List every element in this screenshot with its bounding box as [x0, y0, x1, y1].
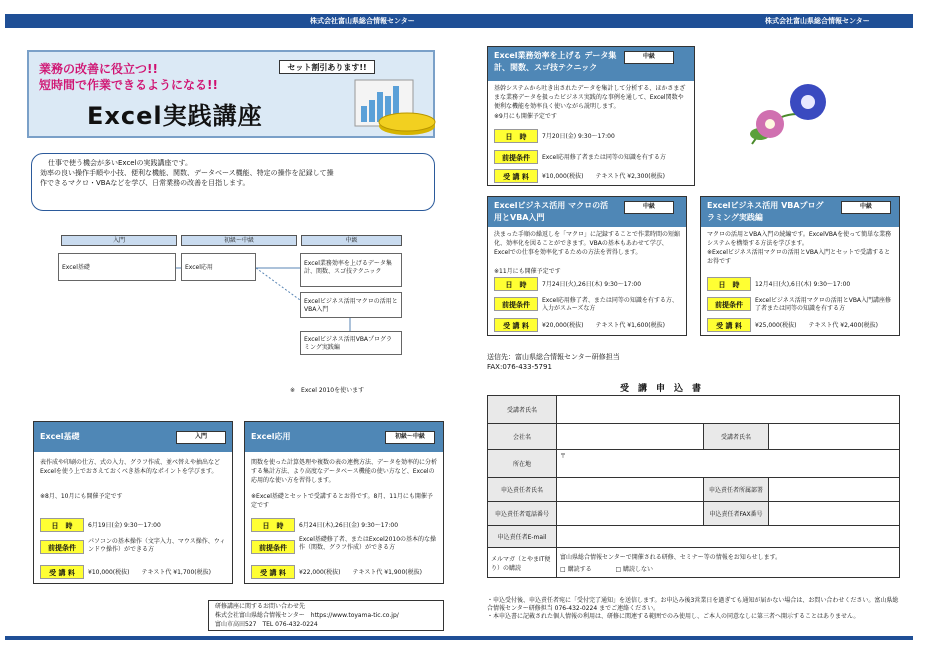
- course-desc: 決まった手順の繰返しを「マクロ」に記録することで作業時間の短縮化、効率化を図ることができます。VBAの基本もあわせて学び、Excelでの仕事を効率化するための方法を習得します。: [494, 231, 681, 256]
- course-title: Excelビジネス活用 VBAプログラミング実践編: [701, 197, 899, 227]
- form-input-resp-mail[interactable]: [557, 526, 900, 548]
- course-date: 6月24日(木),26日(金) 9:30～17:00: [299, 522, 399, 529]
- course-title: Excelビジネス活用 マクロの活用とVBA入門: [488, 197, 686, 227]
- level-badge: 入門: [176, 431, 226, 444]
- course-desc: 基幹システムから吐き出されたデータを集計して分析する、ほかさまざまな業務データを扱ったビジネス実践的な事例を通して、Excel関数や便利な機能を効率良く使いながら説明します。: [494, 85, 686, 110]
- form-input-resp-fax[interactable]: [769, 502, 900, 526]
- send-to-line1: 送信先：富山県総合情報センター研修担当: [487, 353, 620, 361]
- course-title: Excel基礎: [34, 422, 232, 452]
- prereq-label: 前提条件: [40, 540, 84, 554]
- course-note: ※Excelビジネス活用マクロの活用とVBA入門とセットで受講するとお得です: [707, 249, 891, 265]
- set-discount-badge: セット割引あります!!: [279, 60, 375, 74]
- form-note-1: ・申込受付後、申込責任者宛に「受付完了通知」を送信します。お申込み後3営業日を過ぎても通知が届かない場合は、お問い合わせください。富山県総合情報センター研修担当 076-432-0224 までご連絡ください。: [487, 597, 899, 612]
- form-label-name: 受講者氏名: [488, 396, 557, 424]
- course-note: ※9月にも開催予定です: [494, 113, 557, 120]
- fee-label: 受 講 料: [494, 318, 538, 332]
- course-desc: マクロの活用とVBA入門の続編です。ExcelVBAを使って簡単な業務システムを構築する方法を学びます。: [707, 231, 892, 247]
- form-input-resp-name[interactable]: [557, 478, 704, 502]
- fee-label: 受 講 料: [707, 318, 751, 332]
- contact-line2: 株式会社富山県総合情報センター https://www.toyama-tic.co.jp/: [215, 612, 399, 619]
- course-note: ※11月にも開催予定です: [494, 268, 561, 275]
- form-label-resp-dept: 申込責任者所属部署: [704, 478, 769, 502]
- mailmag-text: 富山県総合情報センターで開催される研修、セミナー等の情報をお知らせします。: [560, 554, 782, 561]
- banner-title: Excel実践講座: [87, 102, 263, 130]
- send-to-info: [487, 352, 620, 372]
- flow-excel-basic: Excel基礎: [58, 253, 176, 281]
- course-card-applied: [244, 421, 444, 584]
- intro-line1: 仕事で使う機会が多いExcelの実践講座です。: [48, 159, 192, 167]
- form-mailmag-cell: [557, 548, 900, 578]
- application-form: [487, 395, 900, 578]
- course-date: 7月20日(金) 9:30～17:00: [542, 133, 615, 140]
- contact-line3: 富山市高田527 TEL 076-432-0224: [215, 621, 318, 628]
- mailmag-yes-checkbox[interactable]: □: [560, 566, 566, 573]
- postal-mark: 〒: [560, 453, 567, 460]
- morning-glory-illustration: [742, 74, 836, 154]
- mailmag-yes-label: 購読する: [567, 566, 592, 573]
- level-badge: 初級～中級: [385, 431, 435, 444]
- level-badge: 中級: [624, 51, 674, 64]
- course-fee: ¥22,000(税抜) テキスト代 ¥1,900(税抜): [299, 569, 422, 576]
- flow-excel-applied: Excel応用: [181, 253, 256, 281]
- course-date: 7月24日(火),26日(木) 9:30～17:00: [542, 281, 642, 288]
- banner-line2: 短時間で作業できるようになる!!: [39, 78, 218, 92]
- course-title: Excel業務効率を上げる データ集計、関数、スゴ技テクニック: [488, 47, 694, 81]
- stage-intermediate-low: 初級～中級: [181, 235, 297, 246]
- header-company-left: 株式会社富山県総合情報センター: [310, 17, 415, 25]
- flow-excel-vba: Excelビジネス活用VBAプログラミング実践編: [300, 331, 402, 355]
- form-input-applicant[interactable]: [769, 424, 900, 450]
- mailmag-no-checkbox[interactable]: □: [615, 566, 622, 573]
- form-input-company[interactable]: [557, 424, 704, 450]
- banner-line1: 業務の改善に役立つ!!: [39, 62, 158, 76]
- send-to-fax: FAX:076-433-5791: [487, 363, 552, 371]
- course-desc: 関数を使った計算処理や複数の表の連携方法、データを効率的に分析する集計方法、より高度なデータベース機能の使い方など、Excelの応用的な使い方を習得します。: [251, 459, 438, 484]
- form-input-address[interactable]: [557, 450, 900, 478]
- course-fee: ¥20,000(税抜) テキスト代 ¥1,600(税抜): [542, 322, 665, 329]
- form-input-name[interactable]: [557, 396, 900, 424]
- stage-beginner: 入門: [61, 235, 177, 246]
- fee-label: 受 講 料: [40, 565, 84, 579]
- course-date: 12月4日(火),6日(木) 9:30～17:00: [755, 281, 851, 288]
- form-note-2: ・本申込書に記載された個人情報の利用は、研修に関連する範囲でのみ使用し、ご本人の同意なしに第三者へ開示することはありません。: [487, 613, 860, 620]
- contact-line1: 研修講座に関するお問い合わせ先: [215, 603, 306, 610]
- form-label-resp-name: 申込責任者氏名: [488, 478, 557, 502]
- course-date: 6月19日(金) 9:30～17:00: [88, 522, 161, 529]
- course-prereq: Excelビジネス活用マクロの活用とVBA入門講座修了者または同等の知識を有する方: [755, 297, 892, 312]
- mailmag-no-label: 購読しない: [623, 566, 654, 573]
- form-label-company: 会社名: [488, 424, 557, 450]
- form-label-resp-mail: 申込責任者E-mail: [488, 526, 557, 548]
- level-badge: 中級: [624, 201, 674, 214]
- stage-intermediate: 中級: [301, 235, 402, 246]
- course-prereq: パソコンの基本操作（文字入力、マウス操作、ウィンドウ操作）ができる方: [88, 538, 226, 553]
- form-label-applicant: 受講者氏名: [704, 424, 769, 450]
- date-label: 日 時: [707, 277, 751, 291]
- form-title: 受 講 申 込 書: [620, 384, 702, 394]
- form-label-resp-fax: 申込責任者FAX番号: [704, 502, 769, 526]
- form-notes: [487, 597, 900, 621]
- date-label: 日 時: [40, 518, 84, 532]
- course-fee: ¥10,000(税抜) テキスト代 ¥2,300(税抜): [542, 173, 665, 180]
- prereq-label: 前提条件: [707, 297, 751, 311]
- date-label: 日 時: [494, 277, 538, 291]
- course-note: ※Excel基礎とセットで受講するとお得です。8月、11月にも開催予定です: [251, 493, 433, 509]
- flow-excel-efficiency: Excel業務効率を上げるデータ集計、関数、スゴ技テクニック: [300, 253, 402, 287]
- date-label: 日 時: [494, 129, 538, 143]
- course-prereq: Excel基礎修了者、またはExcel2010の基本的な操作（関数、グラフ作成）ができる方: [299, 536, 437, 551]
- contact-info: [208, 600, 444, 631]
- form-label-address: 所在地: [488, 450, 557, 478]
- date-label: 日 時: [251, 518, 295, 532]
- intro-line3: 作できるマクロ・VBAなどを学び、日常業務の改善を目指します。: [40, 179, 250, 187]
- course-card-vba: [700, 196, 900, 336]
- course-note: ※8月、10月にも開催予定です: [40, 493, 123, 500]
- course-card-macro: [487, 196, 687, 336]
- prereq-label: 前提条件: [494, 297, 538, 311]
- course-fee: ¥25,000(税抜) テキスト代 ¥2,400(税抜): [755, 322, 878, 329]
- prereq-label: 前提条件: [251, 540, 295, 554]
- course-desc: 表作成や印刷の仕方、式の入力、グラフ作成、並べ替えや抽出などExcelを使う上でおさえておくべき基本的なポイントを学びます。: [40, 459, 221, 475]
- course-fee: ¥10,000(税抜) テキスト代 ¥1,700(税抜): [88, 569, 211, 576]
- form-input-resp-tel[interactable]: [557, 502, 704, 526]
- form-input-resp-dept[interactable]: [769, 478, 900, 502]
- flow-excel-macro: Excelビジネス活用マクロの活用とVBA入門: [300, 292, 402, 318]
- intro-line2: 効率の良い操作手順や小技、便利な機能、関数、データベース機能、特定の操作を記録して操: [40, 169, 334, 177]
- course-card-basic: [33, 421, 233, 584]
- excel-version-note: ※ Excel 2010を使います: [290, 387, 365, 394]
- form-label-resp-tel: 申込責任者電話番号: [488, 502, 557, 526]
- form-label-mailmag: メルマガ（とやまIT便り）の購読: [488, 548, 557, 578]
- header-company-right: 株式会社富山県総合情報センター: [765, 17, 870, 25]
- fee-label: 受 講 料: [494, 169, 538, 183]
- course-title: Excel応用: [245, 422, 443, 452]
- fee-label: 受 講 料: [251, 565, 295, 579]
- course-prereq: Excel応用修了者または同等の知識を有する方: [542, 154, 666, 161]
- level-badge: 中級: [841, 201, 891, 214]
- course-card-efficiency: [487, 46, 695, 186]
- course-prereq: Excel応用修了者、または同等の知識を有する方、入力がスムーズな方: [542, 297, 678, 312]
- prereq-label: 前提条件: [494, 150, 538, 164]
- footer-bar: [5, 636, 913, 640]
